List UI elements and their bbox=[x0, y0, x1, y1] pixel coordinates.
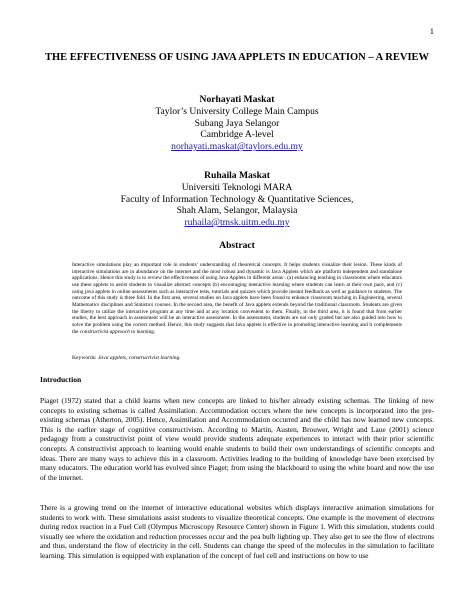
keywords-label: Keywords: bbox=[72, 355, 98, 361]
page-number: 1 bbox=[429, 26, 434, 36]
body-paragraph: Piaget (1972) stated that a child learns when new concepts are linked to his/her already existing schemas. The linking of new concepts to existing schemas is called Assimilation. Accommodation occurs where the new concepts is incorporated into the pre-existing schemas (Atherton, 2005). Hence, Assimilation and Accommodation occurred and the child has now learned new concepts. This is the earlier stage of cognitive constructivism. According to Martin, Austen, Brouwer, Wright and Laue (2001) science pedagogy from a constructivist point of view would provide students adequate experiences to interact with their prior scientific concepts. A constructivist approach to learning would enable students to build their own understandings of scientific concepts and ideas. There are many ways to achieve this in a classroom. Activities leading to the building of knowledge have been exercised by many educators. The education world has evolved since Piaget; from using the blackboard to using the white board and now the use of the internet. bbox=[40, 396, 434, 482]
author-block-2 bbox=[40, 170, 434, 229]
author-email-link[interactable]: ruhaila@tmsk.uitm.edu.my bbox=[184, 217, 290, 229]
author-affiliation-line: Faculty of Information Technology & Quantitative Sciences, bbox=[120, 193, 354, 205]
keywords-line bbox=[72, 355, 402, 361]
author-affiliation-line: Cambridge A-level bbox=[200, 129, 274, 141]
abstract-heading: Abstract bbox=[219, 240, 255, 251]
author-affiliation-line: Shah Alam, Selangor, Malaysia bbox=[176, 205, 298, 217]
author-affiliation-line: Taylor’s University College Main Campus bbox=[155, 105, 319, 117]
author-name: Ruhaila Maskat bbox=[204, 170, 270, 181]
author-affiliation-line: Universiti Teknologi MARA bbox=[181, 181, 293, 193]
section-heading-introduction: Introduction bbox=[40, 375, 82, 384]
abstract-text: Interactive simulations play an important role in students’ understanding of theoretical concepts. It helps students visualize their lesion. These kinds of interactive simulations are in abundance on the internet and the most robust and dynamic is Java Applets which are platform independent and standalone applications. Hence this study is to review the effectiveness of using Java Applets in different areas : (a) enhancing teaching in classrooms where educators use these applets to assist students to visualize abstract concepts (b) encouraging interactive learning where students can learn at their own pace, and (c) using java applets in online assessments such as interactive tests, tutorials and quizzes which provide instant feedback as well as guidance to students. The outcome of this study is three fold. In the first area, several studies on Java applets have been found to enhance classroom teaching in Engineering, several Mathematics disciplines and Statistics courses. In the second area, the benefit of Java applets extends beyond the traditional classroom. Students are given the liberty to utilize the interactive program at any time and at any location convenient to them. Finally, in the third area, it is found that from earlier studies, the best approach in assessment will be an interactive assessment. In the assessment, students are not only graded but are also guided into how to solve the problem using the correct method. Hence, this study suggests that Java applets is effective in promoting interactive learning and it complements the bbox=[72, 262, 402, 335]
author-affiliation-line: Subang Jaya Selangor bbox=[194, 117, 280, 129]
body-paragraph: There is a growing trend on the internet of interactive educational websites which displays interactive animation simulations for students to work with. These simulations assist students to visualize theoretical concepts. One example is the movement of electrons during redox reaction in a Fuel Cell (Olympus Microscopy Resource Center) shown in Figure 1. With this simulation, students could visually see where the oxidation and reduction processes occur and the pea bulb lighting up. They also get to see the flow of electrons and thus, understand the flow of electricity in the cell. Students can change the speed of the molecules in the simulation to facilitate learning. This simulation is equipped with explanation of the concept of fuel cell and instructions on how to use bbox=[40, 503, 434, 560]
abstract-italic-term: constructivist approach bbox=[79, 328, 130, 335]
author-email-link[interactable]: norhayati.maskat@taylors.edu.my bbox=[171, 141, 303, 153]
paper-title: THE EFFECTIVENESS OF USING JAVA APPLETS IN EDUCATION – A REVIEW bbox=[44, 52, 430, 63]
abstract-text-end: to learning. bbox=[129, 328, 156, 335]
author-name: Norhayati Maskat bbox=[199, 94, 275, 105]
keywords-value: Java applets, constructivist learning. bbox=[97, 355, 181, 361]
abstract-body bbox=[72, 262, 402, 335]
author-block-1 bbox=[40, 94, 434, 153]
